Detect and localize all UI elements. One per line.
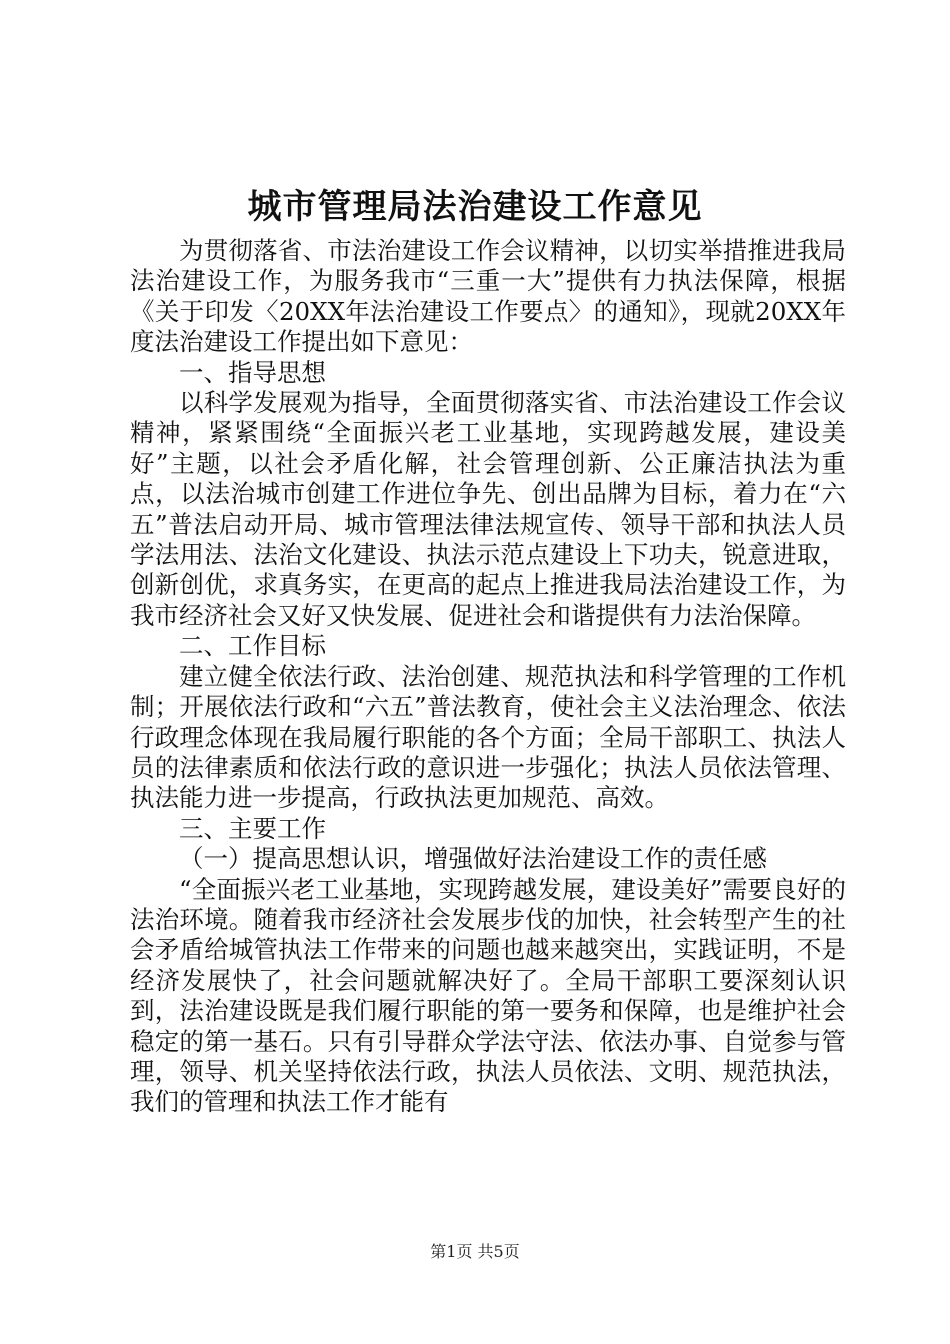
section-heading-work-goals: 二、工作目标: [179, 631, 326, 661]
document-title: 城市管理局法治建设工作意见: [247, 187, 703, 227]
paragraph-guiding-ideology: 以科学发展观为指导，全面贯彻落实省、市法治建设工作会议精神，紧紧围绕“全面振兴老工业基地，实现跨越发展，建设美好”主题，以社会矛盾化解，社会管理创新、公正廉洁执法为重点，以法治城市创建工作进位争先、创出品牌为目标，着力在“六五”普法启动开局、城市管理法律法规宣传、领导干部和执法人员学法用法、法治文化建设、执法示范点建设上下功夫，锐意进取，创新创优，求真务实，在更高的起点上推进我局法治建设工作，为我市经济社会又好又快发展、促进社会和谐提供有力法治保障。: [130, 388, 846, 630]
paragraph-intro: 为贯彻落省、市法治建设工作会议精神，以切实举措推进我局法治建设工作，为服务我市“三重一大”提供有力执法保障，根据《关于印发〈20XX年法治建设工作要点〉的通知》，现就20XX年度法治建设工作提出如下意见：: [130, 236, 846, 357]
document-body: [130, 236, 846, 1118]
section-heading-main-work: 三、主要工作: [179, 813, 326, 843]
paragraph-subsection-1: “全面振兴老工业基地，实现跨越发展，建设美好”需要良好的法治环境。随着我市经济社会发展步伐的加快，社会转型产生的社会矛盾给城管执法工作带来的问题也越来越突出，实践证明，不是经济发展快了，社会问题就解决好了。全局干部职工要深刻认识到，法治建设既是我们履行职能的第一要务和保障，也是维护社会稳定的第一基石。只有引导群众学法守法、依法办事、自觉参与管理，领导、机关坚持依法行政，执法人员依法、文明、规范执法，我们的管理和执法工作才能有: [130, 874, 846, 1117]
section-heading-guiding-ideology: 一、指导思想: [179, 357, 326, 387]
page-number-footer: 第1页 共5页: [430, 1242, 520, 1261]
paragraph-work-goals: 建立健全依法行政、法治创建、规范执法和科学管理的工作机制；开展依法行政和“六五”普法教育，使社会主义法治理念、依法行政理念体现在我局履行职能的各个方面；全局干部职工、执法人员的法律素质和依法行政的意识进一步强化；执法人员依法管理、执法能力进一步提高，行政执法更加规范、高效。: [130, 661, 846, 813]
subsection-heading-1: （一）提高思想认识，增强做好法治建设工作的责任感: [179, 844, 767, 874]
